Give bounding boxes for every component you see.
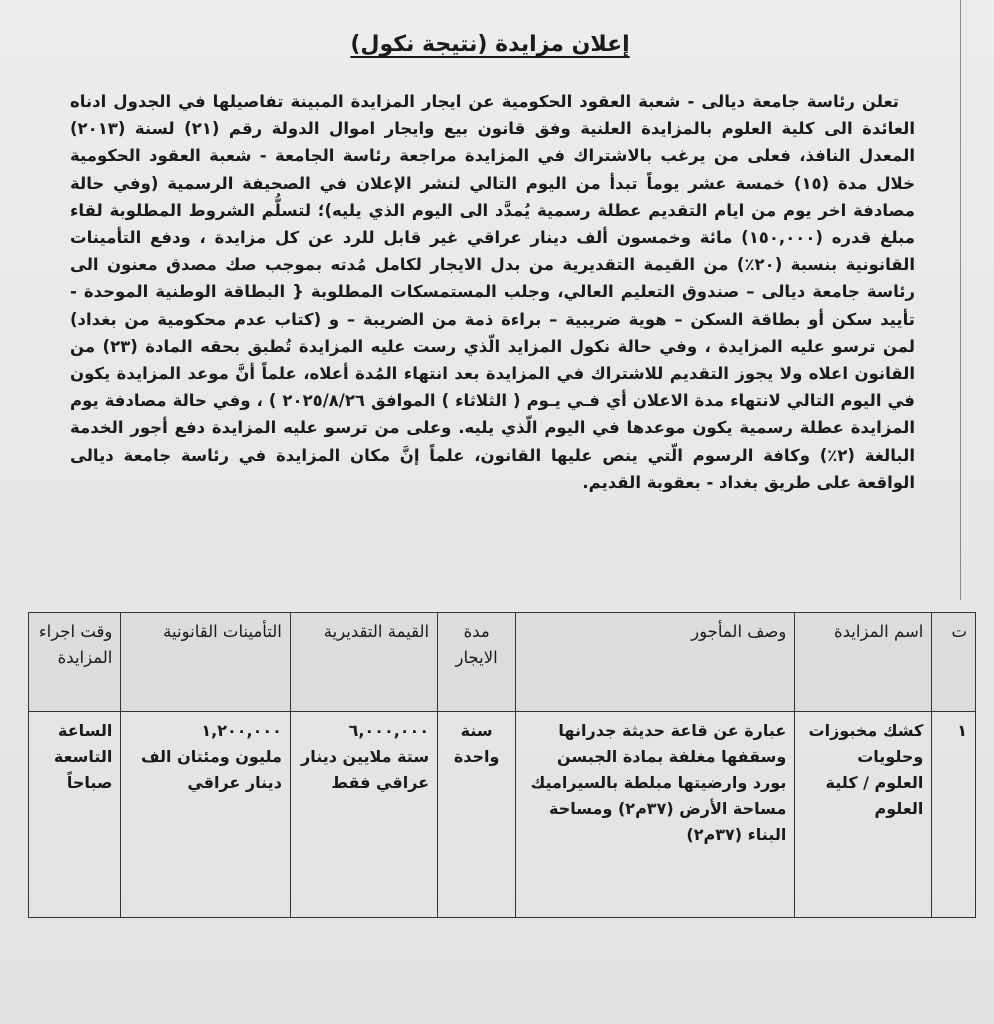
estimated-value-text: ستة ملايين دينار عراقي فقط (301, 747, 430, 792)
document-title: إعلان مزايدة (نتيجة نكول) (350, 32, 630, 57)
header-legal-deposit: التأمينات القانونية (121, 613, 291, 712)
table-row (29, 712, 976, 918)
announcement-paragraph: تعلن رئاسة جامعة ديالى - شعبة العقود الحكومية عن ايجار المزايدة المبينة تفاصيلها في الجدول ادناه العائدة الى كلية العلوم بالمزايدة العلنية وفق قانون بيع وايجار اموال الدولة رقم (٢١) لسنة (٢٠١٣) المعدل النافذ، فعلى من يرغب بالاشتراك في المزايدة مراجعة رئاسة الجامعة - شعبة العقود الحكومية خلال مدة (١٥) خمسة عشر يوماً تبدأ من اليوم التالي لنشر الإعلان في الصحيفة الرسمية (وفي حالة مصادفة اخر يوم من ايام التقديم عطلة رسمية يُمدَّد الى اليوم الذي يليه)؛ لتسلُّم الشروط المطلوبة لقاء مبلغ قدره (١٥٠,٠٠٠) مائة وخمسون ألف دينار عراقي غير قابل للرد عن كل مزايدة ، ودفع التأمينات القانونية بنسبة (٢٠٪) من القيمة التقديرية من بدل الايجار لكامل مُدته بموجب صك مصدق معنون الى رئاسة جامعة ديالى – صندوق التعليم العالي، وجلب المستمسكات المطلوبة { البطاقة الوطنية الموحدة - تأييد سكن أو بطاقة السكن – هوية ضريبية – براءة ذمة من الضريبة – و (كتاب عدم محكومية من بغداد) لمن ترسو عليه المزايدة ، وفي حالة نكول المزايد الّذي رست عليه المزايدة تُطبق بحقه المادة (٢٣) من القانون اعلاه ولا يجوز التقديم للاشتراك في المزايدة بعد انتهاء المُدة أعلاه، علماً أنَّ موعد المزايدة يكون في اليوم التالي لانتهاء مدة الاعلان أي فـي يـوم ( الثلاثاء ) الموافق ٢٠٢٥/٨/٢٦ ) ، وفي حالة مصادفة يوم المزايدة عطلة رسمية يكون موعدها في اليوم الّذي يليه. وعلى من ترسو عليه المزايدة دفع أجور الخدمة البالغة (٢٪) وكافة الرسوم الّتي ينص عليها القانون، علماً إنَّ مكان المزايدة في رئاسة جامعة ديالى الواقعة على طريق بغداد - بعقوبة القديم. (70, 92, 916, 492)
deposit-number: ١,٢٠٠,٠٠٠ (201, 721, 282, 740)
header-estimated-value: القيمة التقديرية (290, 613, 437, 712)
cell-estimated-value (290, 712, 437, 918)
header-description: وصف المأجور (516, 613, 795, 712)
cell-duration: سنة واحدة (438, 712, 516, 918)
table-header-row (29, 613, 976, 712)
header-index: ت (932, 613, 976, 712)
estimated-value-number: ٦,٠٠٠,٠٠٠ (348, 721, 430, 740)
auction-table (28, 612, 976, 918)
cell-description: عبارة عن قاعة حديثة جدرانها وسقفها مغلفة بمادة الجبسن بورد وارضيتها مبلطة بالسيراميك مساحة الأرض (٣٧م٢) ومساحة البناء (٣٧م٢) (516, 712, 795, 918)
cell-auction-name: كشك مخبوزات وحلويات العلوم / كلية العلوم (795, 712, 932, 918)
deposit-text: مليون ومئتان الف دينار عراقي (140, 747, 282, 792)
cell-index: ١ (932, 712, 976, 918)
page-edge-line (960, 0, 961, 600)
cell-legal-deposit (121, 712, 291, 918)
header-auction-time: وقت اجراء المزايدة (29, 613, 121, 712)
header-duration: مدة الايجار (438, 613, 516, 712)
cell-auction-time: الساعة التاسعة صباحاً (29, 712, 121, 918)
document-body (70, 88, 915, 496)
header-auction-name: اسم المزايدة (795, 613, 932, 712)
